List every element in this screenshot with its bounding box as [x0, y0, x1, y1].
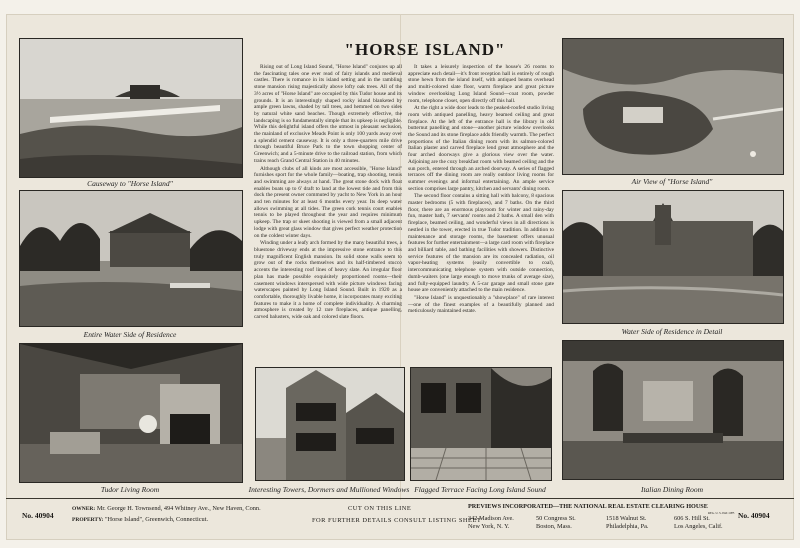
property-value: "Horse Island", Greenwich, Connecticut.	[104, 516, 209, 523]
water-side-photo	[19, 190, 243, 327]
water-side-caption: Entire Water Side of Residence	[83, 330, 177, 339]
company-name: PREVIEWS INCORPORATED—THE NATIONAL REAL ESTATE CLEARING HOUSE	[468, 503, 708, 510]
listing-number-left: No. 40904	[22, 511, 54, 520]
listing-number-right: No. 40904	[738, 511, 770, 520]
paragraph: At the right a wide door leads to the peaked-roofed studio living room with antiqued panelling, heavy beamed ceiling and great fireplace. At the left of the entrance hall is the library in old butternut panelling and stone—another picture window overlooks the Sound and its stone fireplace adds friendly warmth. The perfect proportions of the Italian dining room with its salmon-colored Italian plaster and carved fireplace lend great atmosphere and the four arched doorways give a glorious view over the water. Adjoining are the cozy breakfast room with beamed ceiling and the sun porch, entered through an arched doorway. A series of flagged terraces off the dining room are really outdoor living rooms for summer evenings and informal entertaining. An ample service section comprises large pantry, kitchen and servants' dining room.	[408, 105, 554, 192]
owner-line	[72, 505, 261, 512]
office-street: 342 Madison Ave.	[468, 515, 514, 522]
further-details-text: FOR FURTHER DETAILS CONSULT LISTING SHEET	[312, 517, 482, 524]
towers-photo	[255, 367, 405, 481]
trademark-note: REG. U. S. PAT. OFF.	[708, 511, 735, 515]
paragraph: Although clubs of all kinds are most accessible, "Horse Island" furnishes sport for the whole family—boating, trap shooting, tennis and swimming are always at hand. The great stone dock with float enables boats up to 6' draft to land at the lowest tide and from this dock the present owner commuted by yacht to New York in an hour and ten minutes for at least 6 months every year. Its deep water allows swimming at all tides. The green cork tennis court enables tennis to be played throughout the year and requires minimum upkeep. The trap or skeet shooting is viewed from a small adjacent lodge with great glass window that gives perfect weather protection on the coldest winter days.	[254, 165, 402, 239]
living-room-photo	[19, 343, 243, 483]
page-title: "HORSE ISLAND"	[344, 40, 506, 59]
cut-line-text: CUT ON THIS LINE	[348, 505, 412, 512]
paragraph: "Horse Island" is unquestionably a "showplace" of rare interest—one of the finest examples of a beautifully planned and meticulously maintained estate.	[408, 294, 554, 315]
office-city: Boston, Mass.	[536, 523, 572, 530]
office-city: New York, N. Y.	[468, 523, 510, 530]
towers-caption: Interesting Towers, Dormers and Mullioned Windows	[248, 485, 410, 494]
office-city: Los Angeles, Calif.	[674, 523, 723, 530]
dining-room-caption: Italian Dining Room	[640, 485, 704, 494]
text-column-right	[408, 64, 554, 364]
owner-label: OWNER:	[72, 506, 96, 512]
air-view-caption: Air View of "Horse Island"	[631, 177, 713, 186]
office-city: Philadelphia, Pa.	[606, 523, 649, 530]
property-line	[72, 516, 208, 523]
owner-value: Mr. George H. Townsend, 494 Whitney Ave., New Haven, Conn.	[96, 505, 261, 512]
water-detail-photo	[562, 190, 784, 324]
dining-room-photo	[562, 340, 784, 480]
text-column-left	[254, 64, 402, 364]
causeway-caption: Causeway to "Horse Island"	[87, 179, 173, 188]
office-street: 1518 Walnut St.	[606, 515, 647, 522]
water-detail-caption: Water Side of Residence in Detail	[621, 327, 723, 336]
paragraph: It takes a leisurely inspection of the house's 26 rooms to appreciate each detail—it's front reception hall is entirely of rough stone hewn from the island itself, with antiqued beams overhead and multi-colored slate floor, warm fireplace and great picture window overlooking Long Island Sound—coat room, powder room, telephone closet, open directly off this hall.	[408, 64, 554, 104]
office-street: 50 Congress St.	[536, 515, 576, 522]
causeway-photo	[19, 38, 243, 178]
air-view-photo	[562, 38, 784, 175]
property-label: PROPERTY:	[72, 517, 104, 523]
terrace-caption: Flagged Terrace Facing Long Island Sound	[414, 485, 546, 494]
paragraph: Winding under a leafy arch formed by the many beautiful trees, a bluestone driveway ends at the impressive stone entrance to this truly magnificent English mansion. Its solid stone walls seem to grow out of the rocks themselves and its half-timbered stucco accents the interesting roof lines of heavy slate. An irregular floor plan has made possible exquisitely proportioned rooms—their casement windows interspersed with wide picture windows facing waterscapes painted by Long Island Sound. Built in 1920 as a comfortable, thoroughly livable home, it incorporates many exciting features to make it a home of complete individuality. A charming atmosphere is created by 12 rare fireplaces, antique panelling, carved balusters, wide oak and colored slate floors.	[254, 240, 402, 321]
terrace-photo	[410, 367, 552, 481]
paragraph: The second floor contains a sitting hall with balcony, 8 spacious master bedrooms (5 with fireplaces), and 7 baths. On the third floor, there are an enormous playroom for winter and rainy-day fun, master bath, 7 servants' rooms and 2 baths. A small den with fireplace, beamed ceiling, and wonderful views in all directions is nestled in the tower, erected in true Tudor tradition. In addition to maintenance and storage rooms, the basement offers unusual features for further entertainment—a large card room with fireplace and billiard table, and bathing facilities with showers. Distinctive service features of the mansion are its concealed radiation, oil vapor-heating systems (easily convertible to coal), intercommunicating telephone system with outside connection, dumb-waiters (one large enough to move trunks of average size), and fully-equipped laundry. A 5-car garage and small stone gate house are conveniently attached to the main residence.	[408, 193, 554, 294]
office-street: 606 S. Hill St.	[674, 515, 710, 522]
living-room-caption: Tudor Living Room	[100, 485, 160, 494]
listing-footer	[6, 498, 794, 541]
paragraph: Rising out of Long Island Sound, "Horse Island" conjures up all the fascinating tales one ever read of fairy islands and medieval castles. There is romance in its island setting and in the rambling stone mansion rising majestically above lofty oak trees. All of the 3½ acres of "Horse Island" are occupied by this Tudor house and its grounds. It is an interestingly shaped rocky island blanketed by ample green lawns, shaded by tall trees, and hemmed on two sides by natural white sand beaches. Though extremely effective, the landscaping is so fundamentally simple that its upkeep is negligible. While this delightful island offers the utmost in pleasant seclusion, the mainland of exclusive Meads Point is only 100 yards away over a splendid cement causeway. It is only a three-quarters mile drive through beautiful Bruce Park to the town shopping center of Greenwich; and a 5-minute drive to the railroad station, from which trains reach Grand Central Station in 40 minutes.	[254, 64, 402, 164]
